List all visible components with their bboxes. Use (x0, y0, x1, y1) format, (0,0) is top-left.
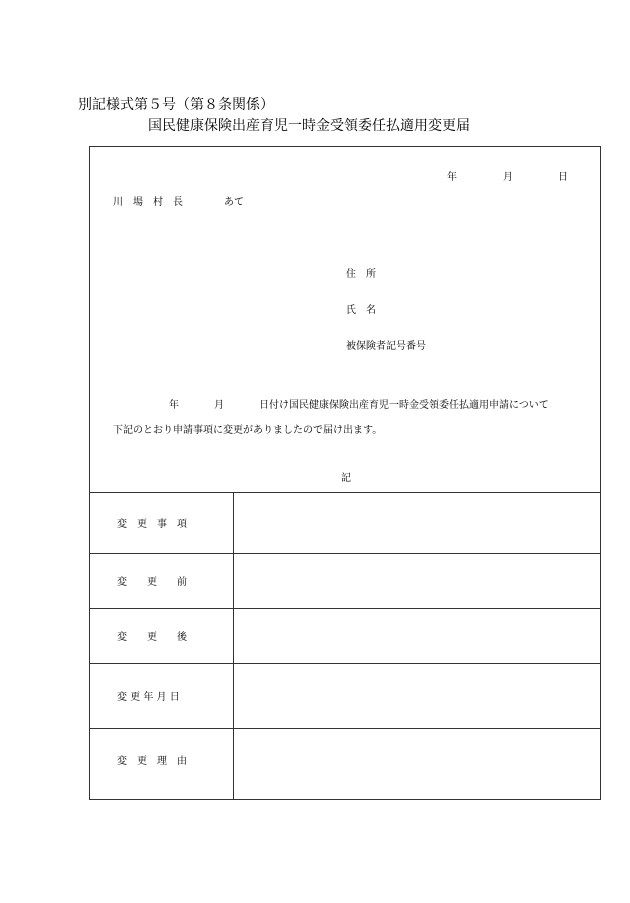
before-change-field[interactable] (234, 554, 600, 608)
form-frame (89, 146, 601, 800)
addressee-name: 川 場 村 長 (113, 197, 183, 208)
form-title: 国民健康保険出産育児一時金受領委任払適用変更届 (148, 118, 470, 134)
after-change-field[interactable] (234, 609, 600, 663)
addressee-suffix: あて (224, 197, 244, 208)
date-year-label: 年 (447, 172, 457, 183)
before-change-label: 変 更 前 (117, 577, 187, 588)
body-year-label: 年 (169, 400, 179, 411)
after-change-label: 変 更 後 (117, 632, 187, 643)
change-date-label: 変 更 年 月 日 (117, 692, 180, 703)
change-date-field[interactable] (234, 664, 600, 728)
date-day-label: 日 (558, 172, 568, 183)
date-month-label: 月 (503, 172, 513, 183)
body-line1-text: 日付け国民健康保険出産育児一時金受領委任払適用申請について (259, 400, 549, 411)
address-label: 住 所 (346, 269, 376, 280)
insured-number-label: 被保険者記号番号 (346, 341, 426, 352)
form-label: 別記様式第５号（第８条関係） (78, 97, 274, 113)
ki-label: 記 (341, 473, 351, 484)
change-item-field[interactable] (234, 493, 600, 553)
change-reason-label: 変 更 理 由 (117, 756, 187, 767)
body-month-label: 月 (214, 400, 224, 411)
change-item-label: 変 更 事 項 (117, 519, 187, 530)
body-line2-text: 下記のとおり申請事項に変更がありましたので届け出ます。 (113, 425, 383, 436)
change-reason-field[interactable] (234, 729, 600, 799)
name-label: 氏 名 (346, 305, 376, 316)
